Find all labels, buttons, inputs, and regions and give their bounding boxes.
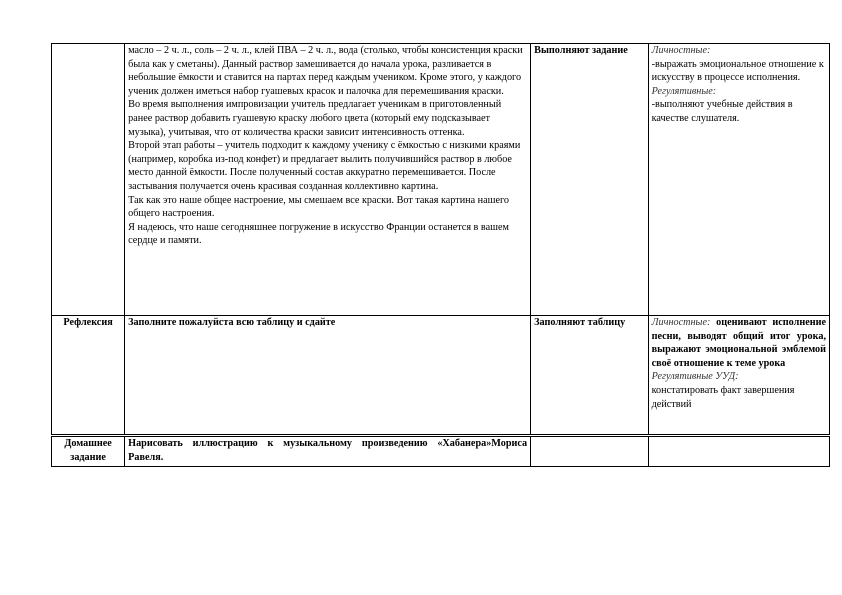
paragraph: Во время выполнения импровизации учитель предлагает ученикам в приготовленный ранее раствор добавить гуашевую краску любого цвета (который ему подсказывает музыка), учитывая, что от количества краски зависит интенсивность оттенка. <box>128 99 502 138</box>
regulatory-uud-label: Регулятивные: <box>651 85 717 97</box>
student-activity-cell: Выполняют задание <box>531 44 648 316</box>
uud-cell <box>648 436 829 467</box>
teacher-activity-cell <box>125 44 531 316</box>
student-activity-cell <box>531 436 648 467</box>
uud-cell <box>648 44 829 316</box>
regulatory-uud-text: констатировать факт завершения действий <box>651 384 795 410</box>
personal-uud-label: Личностные: <box>651 45 711 56</box>
paragraph: Так как это наше общее настроение, мы смешаем все краски. Вот такая картина нашего общего настроения. <box>128 194 510 220</box>
personal-uud-label: Личностные: <box>651 317 711 328</box>
student-activity-cell: Заполняют таблицу <box>531 316 648 436</box>
regulatory-uud-text: -выполняют учебные действия в качестве слушателя. <box>651 99 793 124</box>
personal-uud-text: -выражать эмоциональное отношение к искусству в процессе исполнения. <box>651 58 824 84</box>
stage-cell <box>52 44 125 316</box>
uud-cell <box>648 316 829 436</box>
stage-cell: Домашнее задание <box>52 436 125 467</box>
table-row-reflection <box>52 316 830 436</box>
teacher-activity-cell: Нарисовать иллюстрацию к музыкальному произведению «Хабанера»Мориса Равеля. <box>125 436 531 467</box>
stage-cell: Рефлексия <box>52 316 125 436</box>
table-row-homework <box>52 436 830 467</box>
personal-uud-text: оценивают исполнение песни, выводят общий итог урока, выражают эмоциональной эмблемой своё отношение к теме урока <box>651 317 826 369</box>
regulatory-uud-label: Регулятивные УУД: <box>651 371 739 383</box>
paragraph: Второй этап работы – учитель подходит к каждому ученику с ёмкостью с низкими краями (например, коробка из-под конфет) и предлагает вылить получившийся раствор в любое место данной ёмкости. После полученный состав аккуратно перемешивается. После застывания получается очень красивая созданная коллективно картина. <box>128 140 521 192</box>
paragraph: Я надеюсь, что наше сегодняшнее погружение в искусство Франции останется в вашем сердце и памяти. <box>128 221 509 247</box>
paragraph: масло – 2 ч. л., соль – 2 ч. л., клей ПВА – 2 ч. л., вода (столько, чтобы консистенция краски была как у сметаны). Данный раствор замешивается до начала урока, разливается в небольшие ёмкости и ставится на партах перед каждым учеником. Кроме этого, у каждого ученик должен иметься набор гуашевых красок и палочка для перемешивания краски. <box>128 45 523 97</box>
teacher-activity-cell: Заполните пожалуйста всю таблицу и сдайте <box>125 316 531 436</box>
table-row-activity <box>52 44 830 316</box>
lesson-plan-table <box>51 43 830 467</box>
